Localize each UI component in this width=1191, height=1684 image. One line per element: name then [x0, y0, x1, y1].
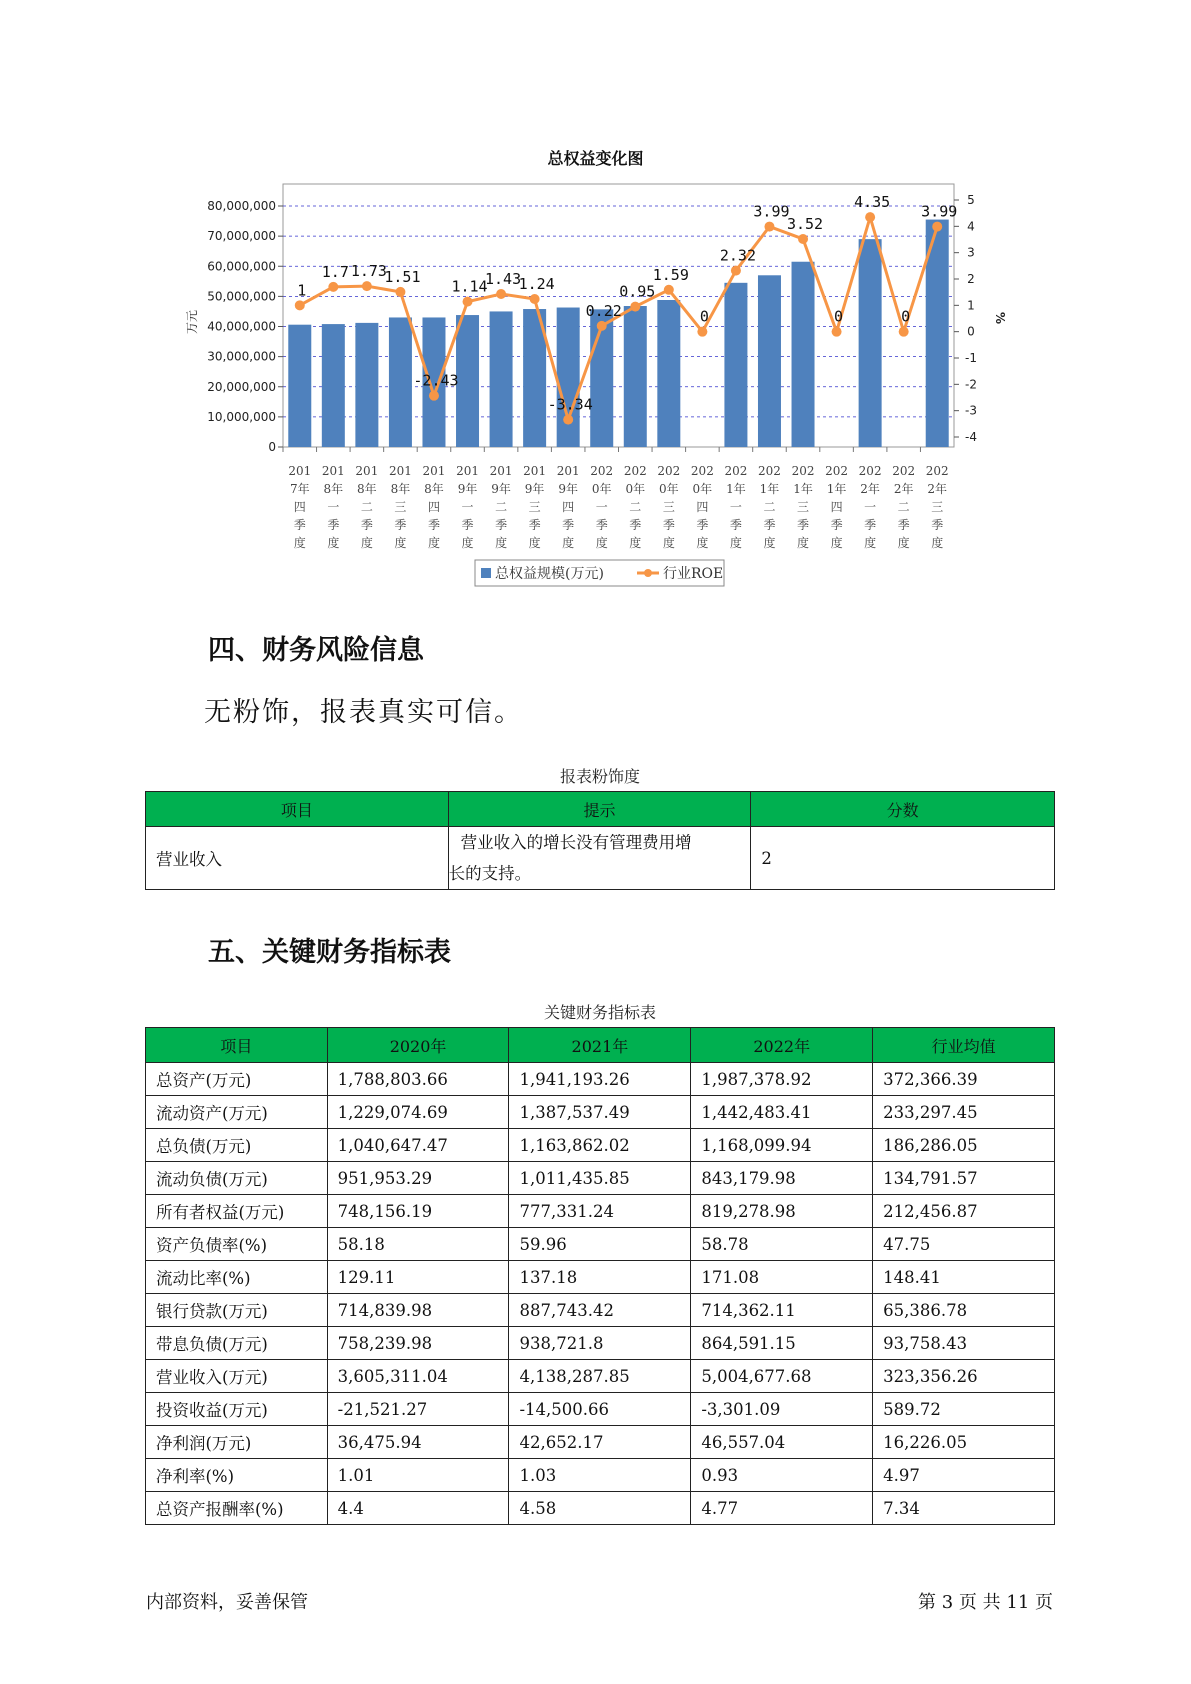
equity-chart — [0, 0, 1191, 600]
x-tick-label: 202 — [590, 464, 614, 478]
kpi-value-cell: 47.75 — [873, 1228, 1055, 1261]
risk-header-hint: 提示 — [448, 792, 751, 827]
equity-bar — [758, 275, 781, 447]
risk-item: 营业收入 — [146, 827, 449, 890]
table-row — [146, 1261, 1055, 1294]
x-tick-label: 201 — [422, 464, 446, 478]
x-tick-label: 201 — [388, 464, 412, 478]
table-row — [146, 827, 1055, 890]
x-tick-label: 202 — [892, 464, 916, 478]
y-tick-label: 10,000,000 — [207, 409, 276, 424]
risk-score: 2 — [751, 827, 1055, 890]
equity-bar — [792, 262, 815, 447]
kpi-value-cell: 951,953.29 — [327, 1162, 509, 1195]
kpi-value-cell: 1,168,099.94 — [691, 1129, 873, 1162]
roe-data-label: 1.7 — [321, 262, 349, 281]
x-tick-label: 202 — [758, 464, 781, 478]
roe-point — [429, 391, 439, 401]
kpi-value-cell: 5,004,677.68 — [691, 1360, 873, 1393]
kpi-value-cell: 1,987,378.92 — [691, 1063, 873, 1096]
x-tick-label: 二 — [629, 500, 642, 514]
x-tick-label: 三 — [931, 500, 944, 514]
x-tick-label: 三 — [528, 500, 541, 514]
roe-point — [597, 321, 607, 331]
risk-hint — [448, 827, 751, 890]
x-tick-label: 一 — [729, 500, 742, 514]
kpi-value-cell: 372,366.39 — [873, 1063, 1055, 1096]
y-tick-label: 60,000,000 — [207, 259, 276, 274]
x-tick-label: 1年 — [826, 482, 847, 496]
x-tick-label: 2年 — [860, 482, 880, 496]
x-tick-label: 度 — [495, 536, 508, 550]
kpi-table-caption: 关键财务指标表 — [543, 1003, 656, 1022]
equity-bar — [322, 324, 345, 447]
y2-tick-label: -3 — [965, 403, 977, 418]
x-tick-label: 四 — [562, 500, 575, 514]
x-tick-label: 202 — [724, 464, 748, 478]
kpi-header-cell: 2021年 — [509, 1028, 691, 1063]
x-tick-label: 2年 — [927, 482, 948, 496]
x-tick-label: 202 — [623, 464, 647, 478]
x-tick-label: 一 — [461, 500, 474, 514]
x-tick-label: 0年 — [659, 482, 679, 496]
y-tick-label: 80,000,000 — [207, 199, 276, 213]
x-tick-label: 季 — [461, 518, 474, 532]
kpi-row-label: 净利润(万元) — [146, 1426, 328, 1459]
x-tick-label: 度 — [629, 536, 642, 550]
risk-header-score: 分数 — [751, 792, 1055, 827]
kpi-header-cell: 行业均值 — [873, 1028, 1055, 1063]
kpi-value-cell: 1,387,537.49 — [509, 1096, 691, 1129]
kpi-value-cell: 1,163,862.02 — [509, 1129, 691, 1162]
roe-data-label: 1.73 — [350, 262, 387, 281]
chart-title: 总权益变化图 — [547, 149, 644, 168]
kpi-row-label: 资产负债率(%) — [146, 1228, 328, 1261]
kpi-value-cell: 864,591.15 — [691, 1327, 873, 1360]
table-row — [146, 1360, 1055, 1393]
x-tick-label: 季 — [293, 518, 306, 532]
kpi-value-cell: 1,011,435.85 — [509, 1162, 691, 1195]
table-row — [146, 1228, 1055, 1261]
roe-point — [899, 327, 909, 337]
x-tick-label: 8年 — [357, 482, 377, 496]
roe-point — [664, 285, 674, 295]
x-tick-label: 季 — [696, 518, 709, 532]
y2-tick-label: 5 — [967, 193, 975, 207]
kpi-value-cell: 42,652.17 — [509, 1426, 691, 1459]
kpi-row-label: 总负债(万元) — [146, 1129, 328, 1162]
kpi-row-label: 总资产报酬率(%) — [146, 1492, 328, 1525]
x-tick-label: 二 — [360, 500, 373, 514]
kpi-value-cell: 714,839.98 — [327, 1294, 509, 1327]
x-tick-label: 9年 — [524, 482, 545, 496]
x-tick-label: 9年 — [491, 482, 511, 496]
x-tick-label: 度 — [360, 536, 373, 550]
x-tick-label: 度 — [864, 536, 877, 550]
equity-bar — [490, 311, 513, 447]
x-tick-label: 季 — [327, 518, 340, 532]
kpi-value-cell: 589.72 — [873, 1393, 1055, 1426]
risk-section-heading: 四、财务风险信息 — [208, 635, 424, 666]
kpi-value-cell: -3,301.09 — [691, 1393, 873, 1426]
kpi-header-cell: 2020年 — [327, 1028, 509, 1063]
x-tick-label: 季 — [595, 518, 608, 532]
kpi-header-cell: 项目 — [146, 1028, 328, 1063]
roe-point — [563, 415, 573, 425]
roe-data-label: 4.35 — [854, 193, 891, 212]
kpi-value-cell: 887,743.42 — [509, 1294, 691, 1327]
y-tick-label: 50,000,000 — [207, 289, 276, 304]
kpi-value-cell: 1.03 — [509, 1459, 691, 1492]
x-tick-label: 度 — [327, 536, 340, 550]
x-tick-label: 一 — [327, 500, 340, 514]
y2-tick-label: -4 — [965, 430, 977, 444]
roe-data-label: 1 — [297, 281, 307, 300]
kpi-value-cell: 843,179.98 — [691, 1162, 873, 1195]
roe-point — [630, 302, 640, 312]
x-tick-label: 季 — [830, 518, 843, 532]
y2-tick-label: 1 — [967, 298, 975, 313]
risk-hint-line1: 营业收入的增长没有管理费用增 — [460, 833, 692, 852]
x-tick-label: 1年 — [793, 482, 813, 496]
kpi-value-cell: 714,362.11 — [691, 1294, 873, 1327]
kpi-value-cell: 65,386.78 — [873, 1294, 1055, 1327]
x-tick-label: 度 — [696, 536, 709, 550]
roe-data-label: 0.22 — [585, 301, 622, 320]
roe-data-label: 0 — [699, 307, 709, 326]
roe-point — [463, 297, 473, 307]
x-tick-label: 202 — [657, 464, 681, 478]
kpi-header-cell: 2022年 — [691, 1028, 873, 1063]
equity-bar — [389, 317, 412, 447]
roe-point — [764, 222, 774, 232]
risk-conclusion: 无粉饰，报表真实可信。 — [204, 697, 523, 728]
roe-point — [697, 327, 707, 337]
x-tick-label: 二 — [763, 500, 776, 514]
x-tick-label: 度 — [394, 536, 407, 550]
kpi-value-cell: 93,758.43 — [873, 1327, 1055, 1360]
x-tick-label: 度 — [662, 536, 675, 550]
roe-data-label: 1.24 — [518, 275, 555, 294]
x-tick-label: 度 — [763, 536, 776, 550]
kpi-value-cell: 171.08 — [691, 1261, 873, 1294]
roe-point — [395, 287, 405, 297]
roe-point — [865, 212, 875, 222]
equity-bar — [288, 325, 311, 447]
kpi-value-cell: 212,456.87 — [873, 1195, 1055, 1228]
y2-tick-label: -2 — [965, 377, 977, 392]
equity-bar — [724, 283, 747, 447]
roe-point — [932, 222, 942, 232]
roe-point — [798, 234, 808, 244]
kpi-value-cell: 1,788,803.66 — [327, 1063, 509, 1096]
equity-bar — [456, 315, 479, 447]
x-tick-label: 202 — [690, 464, 714, 478]
equity-bar — [657, 300, 680, 447]
legend-line-label: 行业ROE — [663, 566, 724, 582]
x-tick-label: 三 — [394, 500, 407, 514]
kpi-value-cell: 4,138,287.85 — [509, 1360, 691, 1393]
x-tick-label: 202 — [825, 464, 849, 478]
roe-data-label: 1.51 — [384, 267, 421, 286]
kpi-row-label: 带息负债(万元) — [146, 1327, 328, 1360]
x-tick-label: 201 — [489, 464, 513, 478]
kpi-value-cell: 758,239.98 — [327, 1327, 509, 1360]
x-tick-label: 201 — [321, 464, 345, 478]
footer-confidential: 内部资料，妥善保管 — [146, 1592, 308, 1613]
x-tick-label: 8年 — [323, 482, 344, 496]
equity-bar — [557, 308, 580, 447]
kpi-value-cell: 4.97 — [873, 1459, 1055, 1492]
y2-tick-label: 3 — [967, 245, 975, 260]
y-tick-label: 70,000,000 — [207, 229, 276, 244]
roe-data-label: 3.99 — [753, 202, 790, 221]
x-tick-label: 201 — [523, 464, 547, 478]
x-tick-label: 四 — [830, 500, 843, 514]
kpi-value-cell: 46,557.04 — [691, 1426, 873, 1459]
x-tick-label: 201 — [556, 464, 580, 478]
roe-data-label: 1.59 — [652, 265, 689, 284]
x-tick-label: 季 — [629, 518, 642, 532]
kpi-value-cell: 938,721.8 — [509, 1327, 691, 1360]
x-tick-label: 201 — [456, 464, 479, 478]
x-tick-label: 度 — [427, 536, 440, 550]
y2-tick-label: -1 — [965, 351, 977, 365]
x-tick-label: 度 — [293, 536, 306, 550]
risk-header-item: 项目 — [146, 792, 449, 827]
roe-data-label: 1.14 — [451, 277, 488, 296]
x-tick-label: 一 — [864, 500, 877, 514]
kpi-value-cell: 16,226.05 — [873, 1426, 1055, 1459]
kpi-value-cell: 134,791.57 — [873, 1162, 1055, 1195]
kpi-value-cell: 186,286.05 — [873, 1129, 1055, 1162]
kpi-value-cell: 36,475.94 — [327, 1426, 509, 1459]
x-tick-label: 度 — [830, 536, 843, 550]
kpi-value-cell: 7.34 — [873, 1492, 1055, 1525]
x-tick-label: 季 — [931, 518, 944, 532]
x-tick-label: 季 — [394, 518, 407, 532]
kpi-row-label: 流动比率(%) — [146, 1261, 328, 1294]
x-tick-label: 202 — [925, 464, 949, 478]
table-row — [146, 1096, 1055, 1129]
x-tick-label: 季 — [864, 518, 877, 532]
kpi-row-label: 流动负债(万元) — [146, 1162, 328, 1195]
roe-data-label: 3.52 — [786, 214, 824, 233]
kpi-value-cell: 233,297.45 — [873, 1096, 1055, 1129]
roe-data-label: 0 — [834, 307, 844, 326]
y2-tick-label: 4 — [967, 219, 975, 234]
x-tick-label: 季 — [763, 518, 776, 532]
roe-data-label: 1.43 — [485, 270, 522, 289]
x-tick-label: 季 — [495, 518, 508, 532]
roe-point — [832, 327, 842, 337]
x-tick-label: 季 — [897, 518, 910, 532]
equity-bar — [355, 323, 378, 447]
x-tick-label: 二 — [897, 500, 910, 514]
kpi-value-cell: 1,941,193.26 — [509, 1063, 691, 1096]
x-tick-label: 201 — [288, 464, 312, 478]
y-axis-title: 万元 — [185, 309, 199, 335]
roe-point — [362, 281, 372, 291]
x-tick-label: 一 — [595, 500, 608, 514]
roe-point — [530, 294, 540, 304]
risk-table — [145, 791, 1055, 890]
kpi-value-cell: 323,356.26 — [873, 1360, 1055, 1393]
table-row — [146, 1294, 1055, 1327]
roe-point — [731, 266, 741, 276]
x-tick-label: 季 — [562, 518, 575, 532]
kpi-value-cell: -21,521.27 — [327, 1393, 509, 1426]
x-tick-label: 季 — [729, 518, 742, 532]
kpi-value-cell: 4.77 — [691, 1492, 873, 1525]
kpi-row-label: 流动资产(万元) — [146, 1096, 328, 1129]
kpi-value-cell: 777,331.24 — [509, 1195, 691, 1228]
x-tick-label: 8年 — [424, 482, 444, 496]
kpi-table — [145, 1027, 1055, 1525]
x-tick-label: 9年 — [558, 482, 578, 496]
x-tick-label: 度 — [897, 536, 910, 550]
y2-tick-label: 0 — [967, 324, 975, 339]
kpi-value-cell: 748,156.19 — [327, 1195, 509, 1228]
x-tick-label: 四 — [427, 500, 440, 514]
kpi-section-heading: 五、关键财务指标表 — [208, 937, 451, 968]
x-tick-label: 度 — [729, 536, 742, 550]
table-row — [146, 1426, 1055, 1459]
table-row — [146, 1195, 1055, 1228]
x-tick-label: 度 — [562, 536, 575, 550]
kpi-value-cell: 1.01 — [327, 1459, 509, 1492]
x-tick-label: 四 — [293, 500, 306, 514]
kpi-value-cell: 0.93 — [691, 1459, 873, 1492]
equity-bar — [624, 306, 647, 447]
y2-axis-title: % — [993, 311, 1007, 325]
kpi-row-label: 营业收入(万元) — [146, 1360, 328, 1393]
kpi-value-cell: 1,229,074.69 — [327, 1096, 509, 1129]
kpi-value-cell: 59.96 — [509, 1228, 691, 1261]
kpi-value-cell: 129.11 — [327, 1261, 509, 1294]
roe-data-label: -2.43 — [413, 371, 459, 390]
x-tick-label: 202 — [791, 464, 815, 478]
y-tick-label: 30,000,000 — [207, 349, 276, 364]
x-tick-label: 季 — [360, 518, 373, 532]
kpi-value-cell: 58.78 — [691, 1228, 873, 1261]
x-tick-label: 三 — [662, 500, 675, 514]
kpi-value-cell: 58.18 — [327, 1228, 509, 1261]
table-row — [146, 1129, 1055, 1162]
roe-point — [328, 282, 338, 292]
y-tick-label: 20,000,000 — [207, 379, 276, 394]
kpi-value-cell: 4.4 — [327, 1492, 509, 1525]
x-tick-label: 7年 — [289, 482, 310, 496]
roe-data-label: 3.99 — [921, 202, 958, 221]
x-tick-label: 四 — [696, 500, 709, 514]
table-row — [146, 1327, 1055, 1360]
x-tick-label: 0年 — [625, 482, 646, 496]
table-row — [146, 1162, 1055, 1195]
roe-data-label: 2.32 — [719, 246, 756, 265]
x-tick-label: 二 — [495, 500, 508, 514]
y-tick-label: 0 — [268, 440, 276, 454]
x-tick-label: 202 — [858, 464, 882, 478]
table-row — [146, 1393, 1055, 1426]
kpi-value-cell: 137.18 — [509, 1261, 691, 1294]
kpi-row-label: 所有者权益(万元) — [146, 1195, 328, 1228]
risk-table-caption: 报表粉饰度 — [559, 767, 640, 786]
kpi-value-cell: 1,442,483.41 — [691, 1096, 873, 1129]
legend-line-marker — [644, 569, 652, 577]
kpi-value-cell: 3,605,311.04 — [327, 1360, 509, 1393]
x-tick-label: 201 — [355, 464, 379, 478]
x-tick-label: 季 — [528, 518, 541, 532]
x-tick-label: 季 — [662, 518, 675, 532]
roe-point — [496, 289, 506, 299]
table-row — [146, 1459, 1055, 1492]
roe-data-label: 0 — [901, 307, 911, 326]
x-tick-label: 度 — [797, 536, 810, 550]
x-tick-label: 季 — [797, 518, 810, 532]
x-tick-label: 季 — [427, 518, 440, 532]
x-tick-label: 1年 — [759, 482, 780, 496]
kpi-value-cell: 1,040,647.47 — [327, 1129, 509, 1162]
roe-point — [295, 300, 305, 310]
legend-bar-label: 总权益规模(万元) — [495, 566, 604, 582]
table-row — [146, 1492, 1055, 1525]
x-tick-label: 度 — [528, 536, 541, 550]
kpi-value-cell: -14,500.66 — [509, 1393, 691, 1426]
legend-bar-swatch — [481, 568, 491, 578]
x-tick-label: 度 — [461, 536, 474, 550]
x-tick-label: 2年 — [893, 482, 914, 496]
x-tick-label: 度 — [595, 536, 608, 550]
x-tick-label: 度 — [931, 536, 944, 550]
x-tick-label: 0年 — [692, 482, 713, 496]
x-tick-label: 0年 — [591, 482, 612, 496]
kpi-value-cell: 819,278.98 — [691, 1195, 873, 1228]
x-tick-label: 1年 — [726, 482, 746, 496]
risk-hint-line2: 长的支持。 — [448, 864, 532, 883]
kpi-row-label: 净利率(%) — [146, 1459, 328, 1492]
roe-data-label: 0.95 — [619, 282, 656, 301]
equity-bar — [859, 239, 882, 447]
x-tick-label: 三 — [797, 500, 810, 514]
x-tick-label: 8年 — [390, 482, 411, 496]
kpi-row-label: 总资产(万元) — [146, 1063, 328, 1096]
x-tick-label: 9年 — [457, 482, 478, 496]
footer-page-number: 第 3 页 共 11 页 — [918, 1592, 1053, 1613]
roe-data-label: -3.34 — [547, 395, 593, 414]
kpi-value-cell: 148.41 — [873, 1261, 1055, 1294]
kpi-row-label: 投资收益(万元) — [146, 1393, 328, 1426]
table-row — [146, 1063, 1055, 1096]
kpi-value-cell: 4.58 — [509, 1492, 691, 1525]
kpi-row-label: 银行贷款(万元) — [146, 1294, 328, 1327]
y2-tick-label: 2 — [967, 272, 975, 286]
y-tick-label: 40,000,000 — [207, 319, 276, 334]
